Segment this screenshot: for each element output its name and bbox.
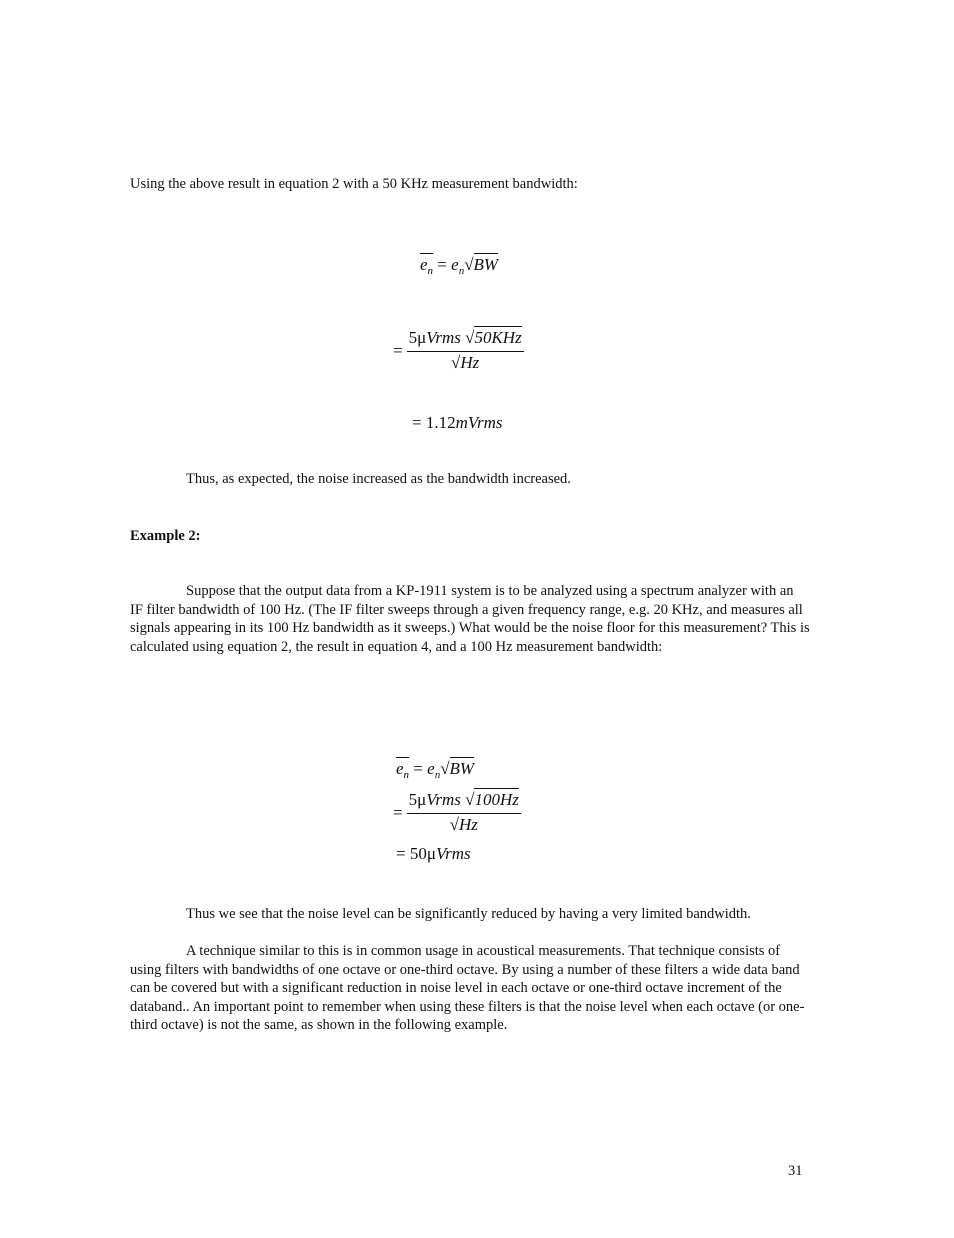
page-number: 31	[788, 1163, 803, 1179]
equation-1-result: = 1.12mVrms	[412, 413, 503, 432]
fraction: $\frac{\text{5μVrms √50KHz}}{√Hz}$	[408, 328, 522, 372]
equation-2-line-1: $e_n = e_n√BW$	[396, 759, 475, 781]
acoustical-paragraph: A technique similar to this is in common usage in acoustical measurements. That technique consists of using filters with bandwidths of one octave or one-third octave. By using a number of these filters a wide data band can be covered but with a significant reduction in noise level in each octave or one-third octave increment of the databand.. An important point to remember when using these filters is that the noise level when each octave (or one-third octave) is not the same, as shown in the following example.	[130, 943, 805, 1033]
radical-sign: √	[464, 255, 474, 274]
equation-2-result: = 50μVrms	[396, 844, 471, 863]
radicand: BW	[473, 255, 499, 274]
equation-1-line-2: = $\frac{\text{5μVrms √50KHz}}{√Hz}$	[393, 328, 522, 372]
example-2-heading: Example 2:	[130, 528, 201, 544]
example-2-paragraph: Suppose that the output data from a KP-1911 system is to be analyzed using a spectrum analyzer with an IF filter bandwidth of 100 Hz. (The IF filter sweeps through a given frequency range, e.g. 20 KHz, and measures all signals appearing in its 100 Hz bandwidth as it sweeps.) What would be the noise floor for this measurement? This is calculated using equation 2, the result in equation 4, and a 100 Hz measurement bandwidth:	[130, 583, 810, 655]
equation-1-line-1: $e_n = e_n√BW$	[420, 255, 499, 277]
equation-2-line-2: = $\frac{\text{5μVrms √100Hz}}{√Hz}$	[393, 790, 519, 834]
conclusion-paragraph-2: Thus we see that the noise level can be significantly reduced by having a very limited bandwidth.	[186, 906, 751, 922]
intro-paragraph: Using the above result in equation 2 with a 50 KHz measurement bandwidth:	[130, 176, 578, 192]
fraction-2: $\frac{\text{5μVrms √100Hz}}{√Hz}$	[408, 790, 519, 834]
en-bar: $e_n$	[420, 255, 434, 277]
conclusion-paragraph-1: Thus, as expected, the noise increased as the bandwidth increased.	[186, 471, 571, 487]
